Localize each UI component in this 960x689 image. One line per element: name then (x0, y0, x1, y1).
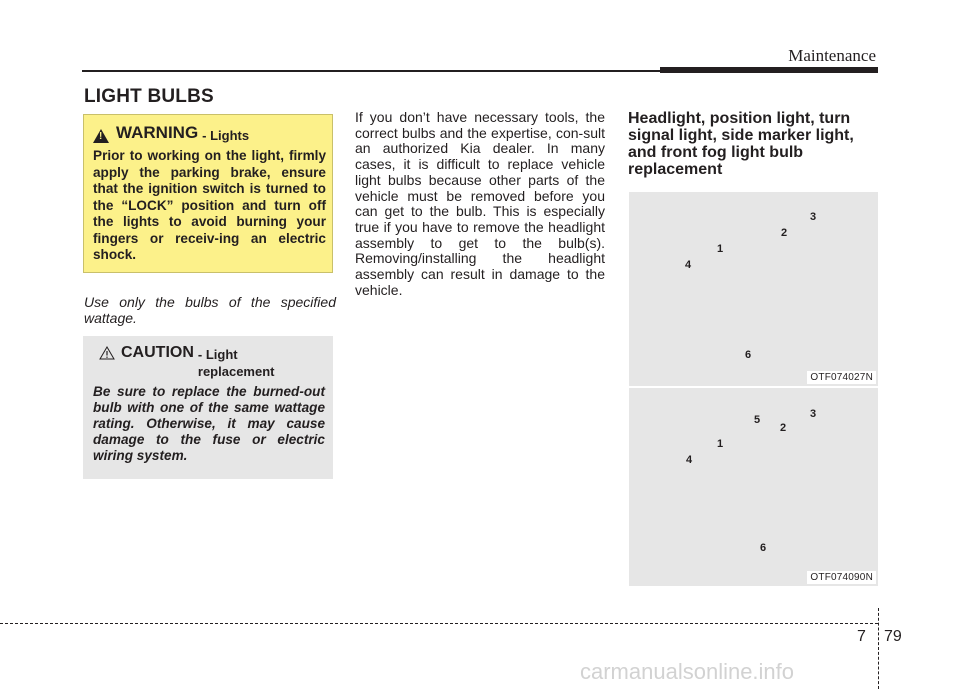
warning-icon (93, 129, 109, 143)
warning-title (93, 123, 249, 143)
bulbs-note: Use only the bulbs of the specified wattage. (84, 294, 336, 326)
warning-box (83, 114, 333, 273)
header-bar (660, 67, 878, 73)
page-number: 79 (884, 628, 902, 645)
callout-label: 6 (745, 349, 752, 361)
caution-text: Be sure to replace the burned-out bulb with one of the same wattage rating. Otherwise, it may cause damage to the fuse or electric wiring system. (93, 384, 325, 463)
page-title: LIGHT BULBS (84, 86, 214, 107)
callout-label: 3 (810, 408, 817, 420)
chapter-number: 7 (857, 628, 866, 645)
figure-code: OTF074027N (807, 371, 876, 384)
watermark-text: carmanualsonline.info (580, 659, 795, 684)
figure-divider (629, 386, 878, 387)
body-paragraph: If you don’t have necessary tools, the correct bulbs and the expertise, con-sult an authorized Kia dealer. In many cases, it is difficult to replace vehicle light bulbs because other parts of the vehicle must be removed before you can get to the bulb. This is especially true if you have to remove the headlight assembly to get to the bulb(s). Removing/installing the headlight assembly can result in damage to the vehicle. (355, 109, 605, 298)
caution-title (99, 344, 298, 380)
callout-label: 2 (781, 227, 788, 239)
footer-divider (878, 608, 879, 689)
callout-label: 6 (760, 542, 767, 554)
section-title: Maintenance (788, 46, 876, 65)
warning-subheading: - Lights (202, 128, 250, 143)
callout-label: 3 (810, 211, 817, 223)
warning-heading: WARNING (116, 123, 199, 142)
warning-text: Prior to working on the light, firmly apply the parking brake, ensure that the ignition switch is turned to the “LOCK” position and turn off the lights to avoid burning your fingers or receiv-ing an electric shock. (93, 148, 326, 262)
header-rule (82, 70, 660, 72)
callout-label: 4 (686, 454, 693, 466)
callout-label: 5 (754, 414, 761, 426)
figure-code: OTF074090N (807, 571, 876, 584)
caution-icon (99, 346, 115, 360)
callout-label: 4 (685, 259, 692, 271)
caution-box (83, 336, 333, 479)
footer-rule (0, 623, 878, 624)
callout-label: 1 (717, 438, 724, 450)
subsection-heading: Headlight, position light, turn signal light, side marker light, and front fog light bulb replacement (628, 110, 854, 178)
callout-label: 1 (717, 243, 724, 255)
callout-label: 2 (780, 422, 787, 434)
headlight-figure-2 (629, 388, 878, 586)
caution-heading: CAUTION (121, 344, 194, 361)
headlight-figure-1 (629, 192, 878, 386)
caution-subheading: - Light replacement (197, 347, 275, 379)
